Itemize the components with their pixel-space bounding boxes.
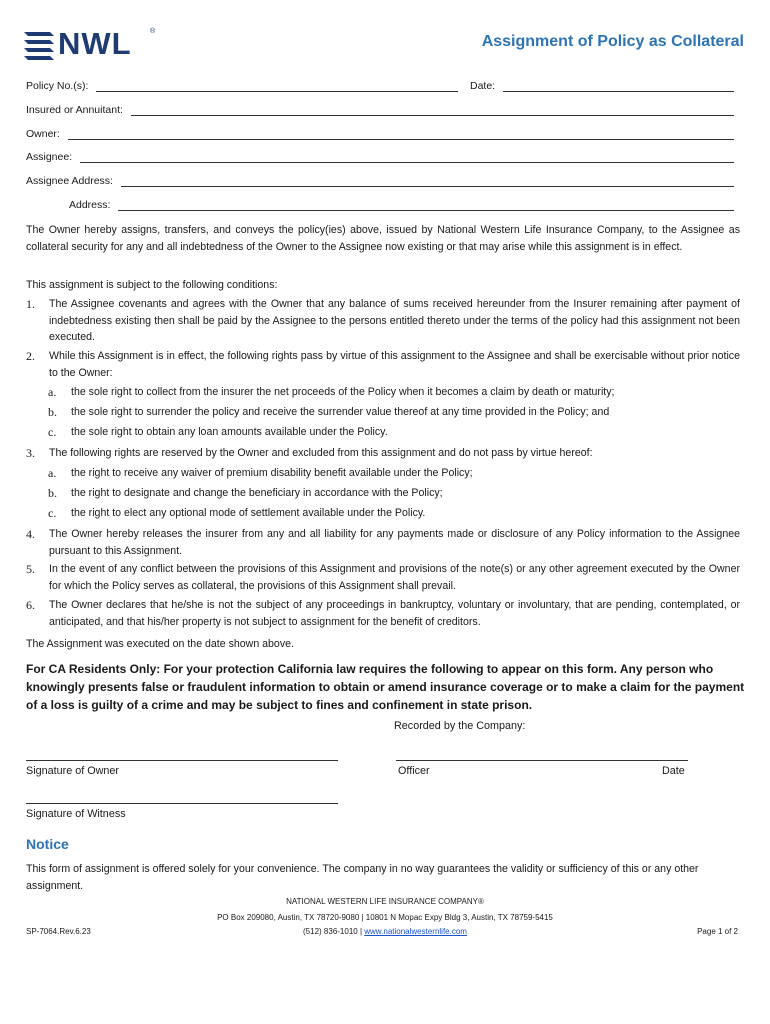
condition-number: 3. (26, 446, 35, 460)
condition-number: 5. (26, 562, 35, 576)
date-field[interactable] (470, 80, 734, 92)
condition-2-b (48, 404, 740, 421)
assignee-line[interactable] (80, 152, 734, 163)
sub-text: the right to elect any optional mode of settlement available under the Policy. (71, 507, 426, 519)
insured-field[interactable] (26, 104, 734, 116)
owner-signature-line[interactable] (26, 760, 338, 761)
sub-text: the sole right to obtain any loan amounts available under the Policy. (71, 426, 388, 438)
sub-text: the sole right to collect from the insurer the net proceeds of the Policy when it becomes a claim by death or maturity; (71, 386, 615, 398)
owner-label: Owner: (26, 128, 60, 140)
condition-text: The Owner declares that he/she is not the subject of any proceedings in bankruptcy, voluntary or involuntary, that are pending, contemplated, or anticipated, and that his/her property is not subject to assignment for the benefit of creditors. (49, 599, 740, 628)
condition-1 (26, 296, 740, 346)
condition-6 (26, 597, 740, 630)
condition-2 (26, 348, 740, 381)
condition-number: 4. (26, 527, 35, 541)
assignee-field[interactable] (26, 151, 734, 163)
sub-text: the sole right to surrender the policy and receive the surrender value thereof at any time provided in the Policy; and (71, 406, 610, 418)
sub-letter: a. (48, 385, 57, 399)
sub-text: the right to designate and change the beneficiary in accordance with the Policy; (71, 487, 443, 499)
assignee-address-field[interactable] (26, 175, 734, 187)
assignee-address-line[interactable] (121, 176, 734, 187)
policy-no-field[interactable] (26, 80, 458, 92)
sub-letter: c. (48, 506, 57, 520)
assignee-address-label: Assignee Address: (26, 175, 113, 187)
condition-number: 1. (26, 297, 35, 311)
sub-letter: b. (48, 405, 57, 419)
address-line[interactable] (118, 200, 734, 211)
document-title: Assignment of Policy as Collateral (481, 33, 744, 50)
owner-line[interactable] (68, 129, 734, 140)
condition-text: The following rights are reserved by the Owner and excluded from this assignment and do not pass by virtue hereof: (49, 447, 593, 459)
owner-signature-label: Signature of Owner (26, 765, 120, 777)
condition-4 (26, 526, 740, 559)
condition-text: The Assignee covenants and agrees with the Owner that any balance of sums received hereunder from the Insurer remaining after payment of indebtedness existing then shall be paid by the Assignee to the persons entitled thereto under the terms of the policy had this assignment not been executed. (49, 298, 740, 343)
condition-2-a (48, 384, 740, 401)
ca-residents-notice: For CA Residents Only: For your protection California law requires the following to appear on this form. Any person who knowingly presents false or fraudulent information to obtain or amend insurance coverage or to make a claim for the payment of a loss is guilty of a crime and may be subject to fines and confinement in state prison. (26, 662, 745, 712)
executed-statement: The Assignment was executed on the date shown above. (26, 638, 294, 650)
sub-letter: a. (48, 466, 57, 480)
condition-text: In the event of any conflict between the provisions of this Assignment and provisions of the note(s) or any other agreement executed by the Owner for which the Policy serves as collateral, the provisions of this Assignment shall prevail. (49, 563, 740, 592)
sub-letter: c. (48, 425, 57, 439)
date-line[interactable] (503, 81, 734, 92)
condition-3-b (48, 485, 740, 502)
insured-line[interactable] (131, 105, 734, 116)
date-signature-label: Date (662, 765, 685, 777)
condition-2-c (48, 424, 740, 441)
footer-company: NATIONAL WESTERN LIFE INSURANCE COMPANY® (286, 897, 484, 906)
owner-field[interactable] (26, 128, 734, 140)
notice-text: This form of assignment is offered solely for your convenience. The company in no way guarantees the validity or sufficiency of this or any other assignment. (26, 863, 699, 892)
sub-text: the right to receive any waiver of premium disability benefit available under the Policy; (71, 467, 473, 479)
intro-paragraph: The Owner hereby assigns, transfers, and conveys the policy(ies) above, issued by National Western Life Insurance Company, to the Assignee as collateral security for any and all indebtedness of the Owner to the Assignee now existing or that may arise while this assignment is in effect. (26, 224, 740, 253)
date-label: Date: (470, 80, 496, 92)
condition-number: 2. (26, 349, 35, 363)
condition-text: The Owner hereby releases the insurer from any and all liability for any payments made or disclosure of any Policy information to the Assignee pursuant to this Assignment. (49, 528, 740, 557)
witness-signature-line[interactable] (26, 803, 338, 804)
footer-address: PO Box 209080, Austin, TX 78720-9080 | 10801 N Mopac Expy Bldg 3, Austin, TX 78759-5415 (217, 913, 553, 922)
footer-phone: (512) 836-1010 | (303, 927, 365, 936)
condition-text: While this Assignment is in effect, the following rights pass by virtue of this assignment to the Assignee and shall be exercisable without prior notice to the Owner: (49, 350, 740, 379)
notice-heading: Notice (26, 836, 69, 852)
condition-3-a (48, 465, 740, 482)
logo-registered-mark: ® (150, 28, 156, 35)
address-field[interactable] (69, 199, 734, 211)
address-label: Address: (69, 199, 111, 211)
officer-signature-line[interactable] (396, 760, 688, 761)
footer-contact (0, 927, 770, 936)
policy-no-label: Policy No.(s): (26, 80, 89, 92)
condition-3-c (48, 505, 740, 522)
condition-5 (26, 561, 740, 594)
policy-no-line[interactable] (96, 81, 458, 92)
footer-website-link[interactable]: www.nationalwesternlife.com (364, 927, 467, 936)
assignee-label: Assignee: (26, 151, 73, 163)
logo-text: NWL (58, 26, 132, 61)
conditions-intro: This assignment is subject to the following conditions: (26, 279, 278, 291)
recorded-by-label: Recorded by the Company: (394, 720, 526, 732)
condition-3 (26, 445, 740, 462)
footer-page-number: Page 1 of 2 (697, 927, 738, 936)
insured-label: Insured or Annuitant: (26, 104, 123, 116)
sub-letter: b. (48, 486, 57, 500)
witness-signature-label: Signature of Witness (26, 808, 126, 820)
officer-label: Officer (398, 765, 430, 777)
condition-number: 6. (26, 598, 35, 612)
footer-form-number: SP-7064.Rev.6.23 (26, 927, 91, 936)
